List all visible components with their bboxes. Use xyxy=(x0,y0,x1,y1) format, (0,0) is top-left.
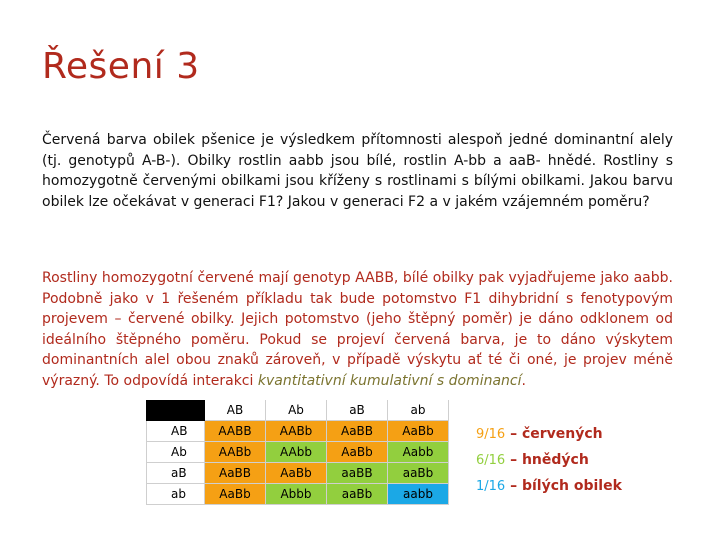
punnett-table xyxy=(146,400,449,505)
legend-fraction: 9/16 xyxy=(476,427,506,442)
legend-label: – červených xyxy=(505,426,603,442)
legend-label: – hnědých xyxy=(505,452,589,468)
genotype-cell: AAbb xyxy=(266,442,327,463)
genotype-cell: aaBb xyxy=(327,484,388,505)
row-header: aB xyxy=(147,463,205,484)
genotype-cell: AaBB xyxy=(327,421,388,442)
genotype-cell: aaBb xyxy=(388,463,449,484)
interaction-term: kvantitativní kumulativní s dominancí xyxy=(257,372,522,389)
problem-paragraph: Červená barva obilek pšenice je výsledkem přítomnosti alespoň jedné dominantní alely (tj. genotypů A-B-). Obilky rostlin aabb jsou bílé, rostlin A-bb a aaB- hnědé. Rostliny s homozygotně červenými obilkami jsou kříženy s rostlinami s bílými obilkami. Jakou barvu obilek lze očekávat v generaci F1? Jakou v generaci F2 a v jakém vzájemném poměru? xyxy=(42,132,673,210)
col-header: AB xyxy=(205,400,266,421)
genotype-cell: AaBb xyxy=(327,442,388,463)
row-header: Ab xyxy=(147,442,205,463)
genotype-cell: AaBB xyxy=(205,463,266,484)
genotype-cell: AABB xyxy=(205,421,266,442)
solution-text: Rostliny homozygotní červené mají genotyp AABB, bílé obilky pak vyjadřujeme jako aabb. Podobně jako v 1 řešeném příkladu tak bude potomstvo F1 dihybridní s fenotypovým projevem – červené obilky. Jejich potomstvo (jeho štěpný poměr) je dáno odklonem od ideálního štěpného poměru. Pokud se projeví červená barva, je to dáno výskytem dominantních alel obou znaků zároveň, v případě výskytu ať té či oné, je projev méně výrazný. To odpovídá interakci xyxy=(42,270,673,389)
solution-paragraph xyxy=(42,268,673,391)
table-row xyxy=(147,442,449,463)
table-header-row xyxy=(147,400,449,421)
genotype-cell: aabb xyxy=(388,484,449,505)
genotype-cell: AaBb xyxy=(266,463,327,484)
legend-fraction: 6/16 xyxy=(476,453,506,468)
table-row xyxy=(147,463,449,484)
genotype-cell: AaBb xyxy=(205,484,266,505)
col-header: ab xyxy=(388,400,449,421)
legend-label: – bílých obilek xyxy=(505,478,622,494)
solution-end: . xyxy=(521,372,526,389)
row-header: AB xyxy=(147,421,205,442)
legend-brown xyxy=(476,452,589,468)
table-row xyxy=(147,421,449,442)
slide-title: Řešení 3 xyxy=(42,46,200,87)
legend-red xyxy=(476,426,603,442)
table-row xyxy=(147,484,449,505)
col-header: Ab xyxy=(266,400,327,421)
genotype-cell: AABb xyxy=(266,421,327,442)
row-header: ab xyxy=(147,484,205,505)
legend-fraction: 1/16 xyxy=(476,479,506,494)
genotype-cell: aaBB xyxy=(327,463,388,484)
genotype-cell: Abbb xyxy=(266,484,327,505)
col-header: aB xyxy=(327,400,388,421)
legend-white xyxy=(476,478,622,494)
genotype-cell: AaBb xyxy=(388,421,449,442)
genotype-cell: AABb xyxy=(205,442,266,463)
genotype-cell: Aabb xyxy=(388,442,449,463)
table-corner xyxy=(147,400,205,421)
